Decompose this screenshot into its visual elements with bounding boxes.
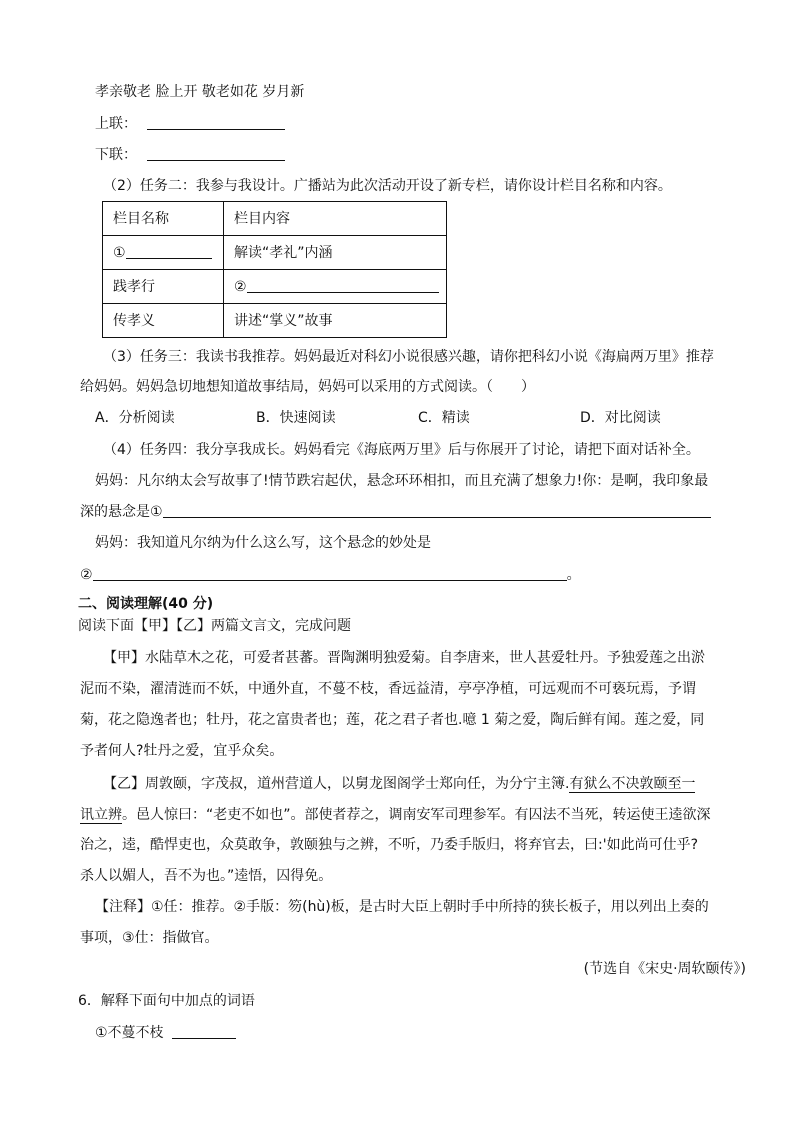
- passage-yi-text: 。邑人惊曰：“老吏不如也”。部使者荐之，调南安军司理参军。有囚法不当死，转运使王逵欲深: [122, 807, 711, 823]
- task2-prompt: （2）任务二：我参与我设计。广播站为此次活动开设了新专栏，请你设计栏目名称和内容。: [103, 178, 672, 194]
- blank-marker: ②: [234, 278, 247, 295]
- upper-blank[interactable]: [147, 115, 285, 130]
- task4-line1: 妈妈：凡尔纳太会写故事了!情节跌宕起伏，悬念环环相扣，而且充满了想象力!你：是啊，我印象最: [95, 473, 709, 489]
- table-cell: [224, 270, 447, 304]
- q6-item1-text: ①不蔓不枝: [95, 1025, 164, 1041]
- task4-prompt: （4）任务四：我分享我成长。妈妈看完《海底两万里》后与你展开了讨论，请把下面对话补全。: [103, 442, 700, 458]
- option-d[interactable]: D．对比阅读: [580, 410, 661, 426]
- passage-jia-line: 泥而不染，濯清涟而不妖，中通外直，不蔓不枝，香远益清，亭亭净植，可远观而不可亵玩焉，予谓: [80, 681, 696, 697]
- passage-jia-line: 予者何人?牡丹之爱，宜乎众矣。: [80, 743, 284, 759]
- section-intro: 阅读下面【甲】【乙】两篇文言文，完成问题: [78, 618, 351, 634]
- underlined-text: 有狱么不决敦颐至一: [569, 776, 696, 792]
- passage-yi-line: [80, 805, 711, 825]
- notes-line: 【注释】①任：推荐。②手版：笏(hù)板，是古时大臣上朝时手中所持的狭长板子，用以列出上奏的: [95, 899, 709, 915]
- passage-yi-line: 治之，逵，酷悍吏也，众莫敢争，敦颐独与之辨，不听，乃委手版归，将弃官去，曰:'如此尚可仕乎?: [80, 837, 698, 853]
- passage-jia-line: 菊，花之隐逸者也；牡丹，花之富贵者也；莲，花之君子者也.噫 1 菊之爱，陶后鲜有闻。莲之爱，同: [80, 712, 705, 728]
- q6-prompt: 6．解释下面句中加点的词语: [78, 993, 255, 1009]
- period: 。: [566, 567, 581, 583]
- option-a[interactable]: A．分析阅读: [95, 410, 175, 426]
- table-cell: 传孝义: [103, 304, 224, 338]
- column-name-blank[interactable]: [126, 244, 212, 259]
- upper-label: 上联：: [95, 116, 137, 132]
- q6-item1: [95, 1023, 236, 1043]
- blank-marker: ①: [113, 244, 126, 261]
- table-row: [103, 304, 447, 338]
- option-b[interactable]: B．快速阅读: [256, 410, 336, 426]
- table-header-content: 栏目内容: [224, 202, 447, 236]
- couplet-lower: [95, 145, 285, 165]
- couplet-upper: [95, 114, 285, 134]
- table-row: [103, 270, 447, 304]
- passage-yi-line: 杀人以媚人，吾不为也。”逵悟，囚得免。: [80, 868, 333, 884]
- source-citation: (节选自《宋史·周软颐传》): [583, 961, 746, 977]
- underlined-text: 讯立辨: [80, 807, 122, 823]
- effect-blank[interactable]: [93, 566, 567, 581]
- section-heading: 二、阅读理解(40 分): [78, 596, 214, 612]
- suspense-label: 深的悬念是①: [80, 504, 163, 520]
- passage-yi-text: 【乙】周敦颐，字茂叔，道州营道人，以舅龙图阁学士郑向任，为分宁主簿.: [103, 776, 570, 792]
- table-cell: [103, 236, 224, 270]
- task3-line2: 给妈妈。妈妈急切地想知道故事结局，妈妈可以采用的方式阅读。（ ）: [80, 379, 535, 395]
- option-c[interactable]: C．精读: [418, 410, 470, 426]
- lower-blank[interactable]: [147, 146, 285, 161]
- couplet-words: 孝亲敬老 脸上开 敬老如花 岁月新: [95, 84, 305, 100]
- task3-line1: （3）任务三：我读书我推荐。妈妈最近对科幻小说很感兴趣，请你把科幻小说《海扁两万里》推荐: [103, 349, 714, 365]
- column-content-blank[interactable]: [247, 278, 439, 293]
- table-cell: 讲述“掌义”故事: [224, 304, 447, 338]
- lower-label: 下联：: [95, 147, 137, 163]
- passage-yi-line: [103, 774, 695, 794]
- table-cell: 践孝行: [103, 270, 224, 304]
- notes-line: 事项，③仕：指做官。: [80, 930, 219, 946]
- q6-item1-blank[interactable]: [172, 1024, 236, 1039]
- table-row: [103, 236, 447, 270]
- blank-marker: ②: [80, 567, 93, 583]
- task4-line2: [80, 502, 711, 522]
- passage-jia-line: 【甲】水陆草木之花，可爱者甚蕃。晋陶渊明独爱菊。自李唐来，世人甚爱牡丹。予独爱莲之出淤: [103, 650, 705, 666]
- table-header-row: [103, 202, 447, 236]
- table-header-name: 栏目名称: [103, 202, 224, 236]
- task4-line4: [80, 565, 581, 585]
- suspense-blank[interactable]: [163, 503, 711, 518]
- table-cell: 解读“孝礼”内涵: [224, 236, 447, 270]
- task4-line3: 妈妈：我知道凡尔纳为什么这么写，这个悬念的妙处是: [95, 535, 431, 551]
- column-table: [102, 201, 447, 338]
